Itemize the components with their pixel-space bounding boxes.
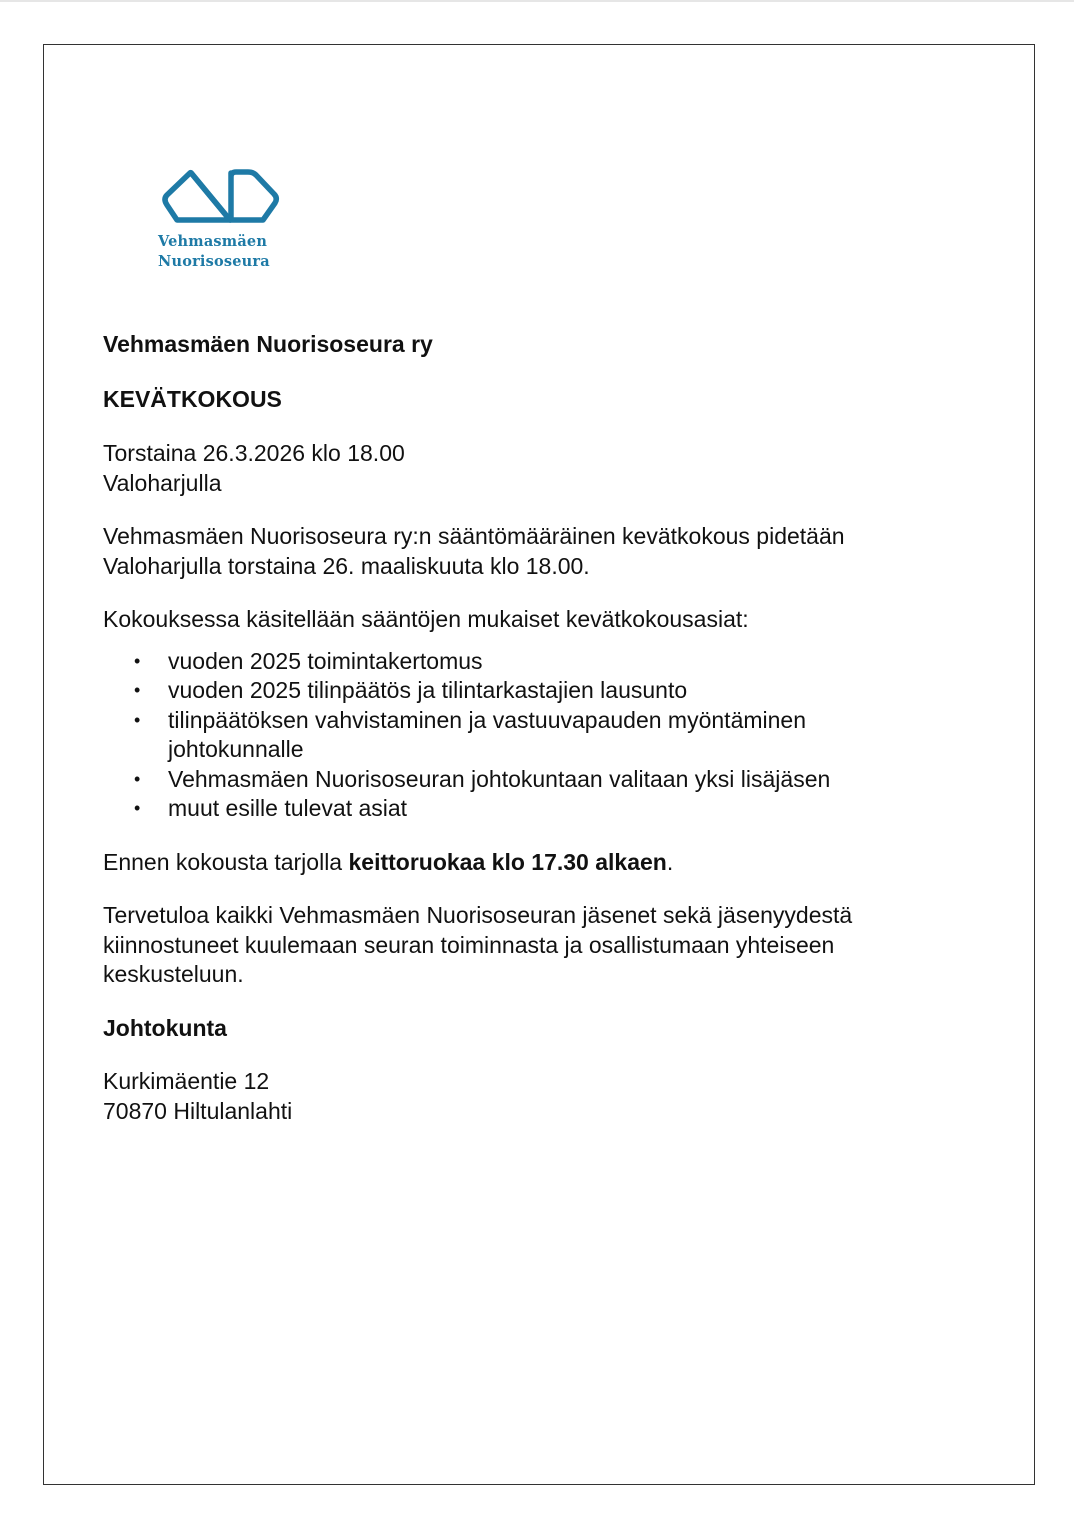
address-street: Kurkimäentie 12 — [103, 1068, 270, 1094]
organization-logo — [156, 165, 291, 275]
welcome-line: keskusteluun. — [103, 961, 244, 987]
intro-paragraph — [103, 522, 983, 581]
bullet-icon: • — [134, 768, 141, 789]
agenda-item-text: vuoden 2025 toimintakertomus — [168, 647, 483, 674]
document-body — [103, 330, 983, 1126]
intro-line: Valoharjulla torstaina 26. maaliskuuta klo 18.00. — [103, 552, 590, 579]
bullet-icon: • — [134, 798, 141, 818]
food-notice — [103, 848, 983, 878]
agenda-item-text: vuoden 2025 tilinpäätös ja tilintarkastajien lausunto — [168, 677, 688, 703]
agenda-item-text: muut esille tulevat asiat — [168, 795, 408, 821]
food-notice-highlight: keittoruokaa klo 17.30 alkaen — [348, 848, 667, 875]
meeting-datetime: Torstaina 26.3.2026 klo 18.00 — [103, 440, 405, 466]
meeting-time-place — [103, 439, 983, 498]
organization-title: Vehmasmäen Nuorisoseura ry — [103, 331, 433, 357]
signature: Johtokunta — [103, 1014, 227, 1041]
agenda-item — [103, 765, 983, 795]
agenda-item-text: tilinpäätöksen vahvistaminen ja vastuuvapauden myöntäminen — [168, 706, 807, 733]
logo-text-line1: Vehmasmäen — [158, 233, 268, 250]
bullet-icon: • — [134, 680, 141, 700]
welcome-paragraph — [103, 901, 983, 990]
logo-text-line2: Nuorisoseura — [158, 253, 270, 270]
welcome-line: kiinnostuneet kuulemaan seuran toiminnasta ja osallistumaan yhteiseen — [103, 931, 835, 958]
welcome-line: Tervetuloa kaikki Vehmasmäen Nuorisoseuran jäsenet sekä jäsenyydestä — [103, 902, 853, 928]
viewer-top-edge — [0, 0, 1074, 2]
agenda-list — [103, 647, 983, 824]
bullet-icon: • — [134, 650, 141, 671]
agenda-item-text-continued: johtokunnalle — [168, 736, 304, 762]
logo-wordmark — [158, 232, 270, 272]
address-block — [103, 1067, 983, 1126]
agenda-intro: Kokouksessa käsitellään sääntöjen mukaiset kevätkokousasiat: — [103, 606, 749, 632]
agenda-item — [103, 794, 983, 824]
logo-emblem-icon — [160, 165, 282, 227]
bullet-icon: • — [134, 709, 141, 730]
meeting-location: Valoharjulla — [103, 469, 222, 496]
agenda-item-text: Vehmasmäen Nuorisoseuran johtokuntaan valitaan yksi lisäjäsen — [168, 765, 831, 792]
food-notice-suffix: . — [666, 848, 674, 875]
agenda-item — [103, 706, 983, 765]
agenda-item — [103, 676, 983, 706]
meeting-title: KEVÄTKOKOUS — [103, 385, 282, 412]
intro-line: Vehmasmäen Nuorisoseura ry:n sääntömääräinen kevätkokous pidetään — [103, 523, 845, 549]
food-notice-prefix: Ennen kokousta tarjolla — [103, 848, 349, 875]
agenda-item — [103, 647, 983, 677]
address-postal: 70870 Hiltulanlahti — [103, 1097, 293, 1124]
document-page — [43, 44, 1035, 1485]
